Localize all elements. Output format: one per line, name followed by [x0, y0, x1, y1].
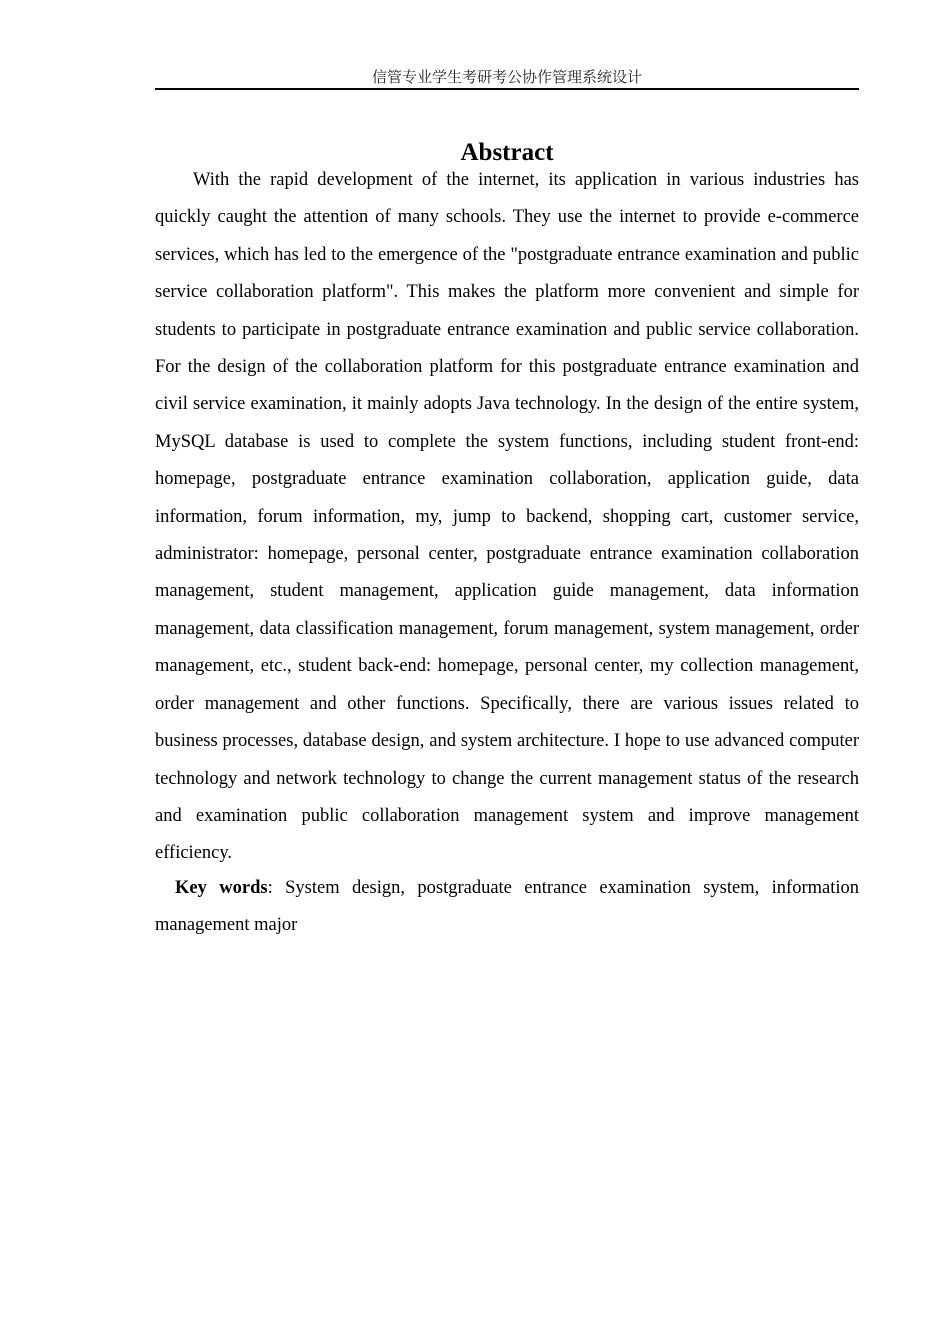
keywords-label: Key words: [175, 878, 268, 898]
running-header: 信管专业学生考研考公协作管理系统设计: [155, 66, 859, 90]
abstract-body: With the rapid development of the internet, its application in various industries has quickly caught the attention of many schools. They use the internet to provide e-commerce services, which has led to the emergence of the "postgraduate entrance examination and public service collaboration platform". This makes the platform more convenient and simple for students to participate in postgraduate entrance examination and public service collaboration. For the design of the collaboration platform for this postgraduate entrance examination and civil service examination, it mainly adopts Java technology. In the design of the entire system, MySQL database is used to complete the system functions, including student front-end: homepage, postgraduate entrance examination collaboration, application guide, data information, forum information, my, jump to backend, shopping cart, customer service, administrator: homepage, personal center, postgraduate entrance examination collaboration management, student management, application guide management, data information management, data classification management, forum management, system management, order management, etc., student back-end: homepage, personal center, my collection management, order management and other functions. Specifically, there are various issues related to business processes, database design, and system architecture. I hope to use advanced computer technology and network technology to change the current management status of the research and examination public collaboration management system and improve management efficiency.: [155, 170, 859, 864]
keywords-text: System design, postgraduate entrance examination system, information management major: [155, 878, 859, 936]
abstract-title: Abstract: [460, 139, 554, 166]
keywords-separator: :: [267, 878, 286, 898]
keywords-paragraph: [155, 870, 859, 945]
